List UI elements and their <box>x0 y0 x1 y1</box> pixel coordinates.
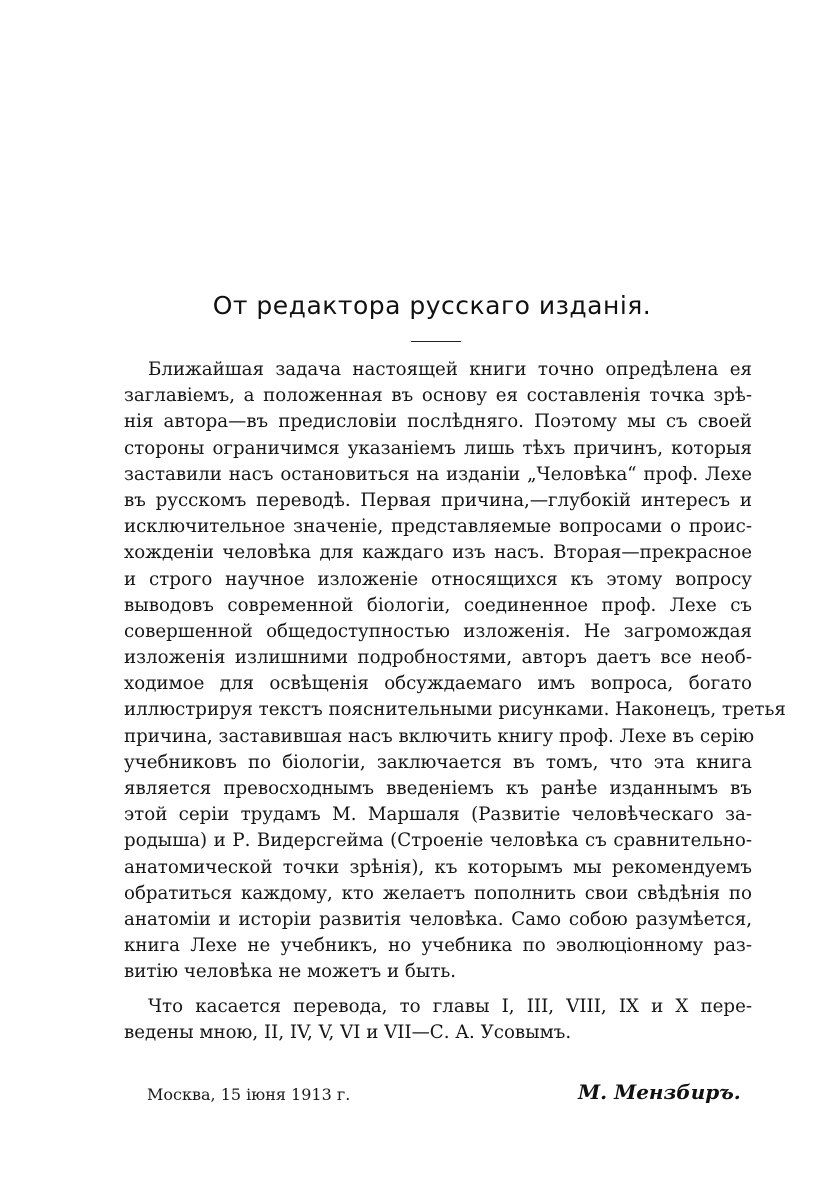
text-line: ведены мною, II, IV, V, VI и VII—С. А. Усовымъ. <box>124 1021 572 1043</box>
text-line: заглавіемъ, а положенная въ основу ея составленія точка зрѣ- <box>124 385 752 407</box>
text-line: нія автора—въ предисловіи послѣдняго. Поэтому мы съ своей <box>124 411 752 433</box>
text-line: совершенной общедоступностью изложенія. Не загромождая <box>124 620 752 642</box>
text-line: иллюстрируя текстъ пояснительными рисунками. Наконецъ, третья <box>124 699 786 721</box>
text-line: анатомической точки зрѣнія), къ которымъ мы рекомендуемъ <box>124 856 752 878</box>
text-line: учебниковъ по біологіи, заключается въ томъ, что эта книга <box>124 751 752 773</box>
text-line: витію человѣка не можетъ и быть. <box>124 961 457 983</box>
text-line: стороны ограничимся указаніемъ лишь тѣхъ причинъ, которыя <box>124 437 752 459</box>
text-line: хожденіи человѣка для каждаго изъ насъ. Вторая—прекрасное <box>124 542 752 564</box>
text-line: заставили насъ остановиться на изданіи „Человѣка“ проф. Лехе <box>124 463 752 485</box>
text-line: книга Лехе не учебникъ, но учебника по эволюціонному раз- <box>124 935 752 957</box>
text-line: выводовъ современной біологіи, соединенное проф. Лехе съ <box>124 594 752 616</box>
text-line: причина, заставившая насъ включить книгу проф. Лехе въ серію <box>124 725 755 747</box>
text-line: исключительное значеніе, представляемые вопросами о проис- <box>124 516 752 538</box>
text-line: и строго научное изложеніе относящихся къ этому вопросу <box>124 568 752 590</box>
text-line: родыша) и Р. Видерсгейма (Строеніе человѣка съ сравнительно- <box>124 830 752 852</box>
preface-body <box>124 357 786 1046</box>
text-line: изложенія излишними подробностями, авторъ даетъ все необ- <box>124 647 752 669</box>
paragraph-2 <box>124 994 752 1046</box>
text-line: Что касается перевода, то главы I, III, VIII, IX и X пере- <box>148 995 752 1017</box>
paragraph-1 <box>124 357 786 986</box>
text-line: Ближайшая задача настоящей книги точно опредѣлена ея <box>148 359 752 380</box>
title-divider <box>411 341 461 342</box>
text-line: анатоміи и исторіи развитія человѣка. Само собою разумѣется, <box>124 908 752 930</box>
editor-signature: М. Мензбиръ. <box>578 1080 741 1104</box>
page-title: От редактора русскаго изданія. <box>212 291 652 320</box>
text-line: ходимое для освѣщенія обсуждаемаго имъ вопроса, богато <box>124 673 752 695</box>
text-line: обратиться каждому, кто желаетъ пополнить свои свѣдѣнія по <box>124 882 752 904</box>
place-and-date: Москва, 15 іюня 1913 г. <box>147 1085 351 1104</box>
text-line: является превосходнымъ введеніемъ къ ранѣе изданнымъ въ <box>124 778 752 799</box>
text-line: въ русскомъ переводѣ. Первая причина,—глубокій интересъ и <box>124 489 752 511</box>
text-line: этой серіи трудамъ М. Маршаля (Развитіе человѣческаго за- <box>124 804 752 826</box>
